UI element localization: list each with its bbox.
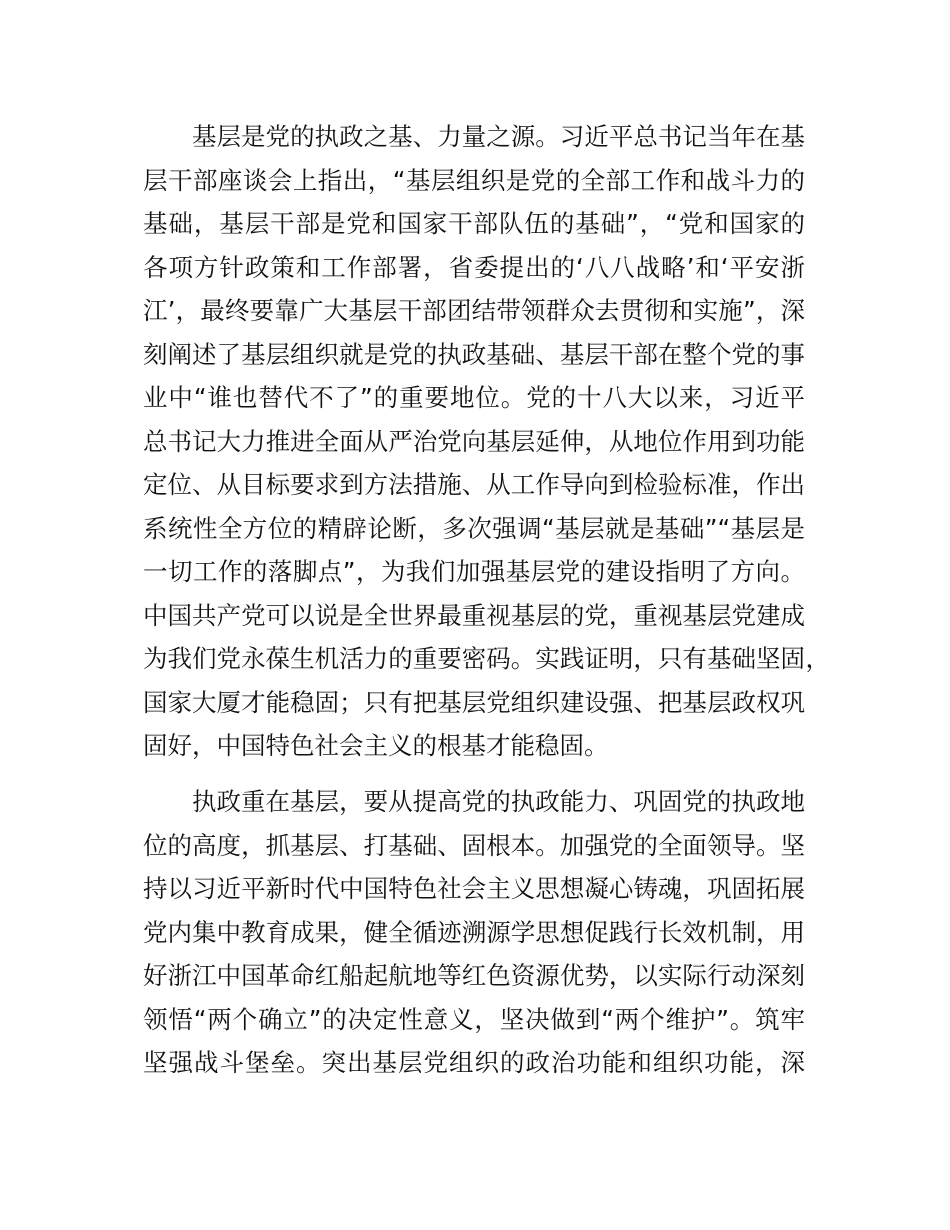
text-line: 领悟“两个确立”的决定性意义，坚决做到“两个维护”。筑牢 <box>143 1004 805 1034</box>
text-line: 位的高度，抓基层、打基础、固根本。加强党的全面领导。坚 <box>143 830 805 860</box>
paragraph-1 <box>143 115 830 768</box>
text-line: 中国共产党可以说是全世界最重视基层的党，重视基层党建成 <box>143 600 805 630</box>
text-line: 固好，中国特色社会主义的根基才能稳固。 <box>143 731 609 760</box>
hanging-punctuation: ， <box>805 644 830 673</box>
text-line: 层干部座谈会上指出，“基层组织是党的全部工作和战斗力的 <box>143 165 805 195</box>
text-line: 定位、从目标要求到方法措施、从工作导向到检验标准，作出 <box>143 470 805 499</box>
text-line: 总书记大力推进全面从严治党向基层延伸，从地位作用到功能 <box>143 426 805 456</box>
paragraph-2 <box>143 780 805 1085</box>
text-line-body: 为我们党永葆生机活力的重要密码。实践证明，只有基础坚固 <box>143 644 805 673</box>
text-line <box>143 637 830 681</box>
text-line: 国家大厦才能稳固；只有把基层党组织建设强、把基层政权巩 <box>143 687 805 717</box>
text-line: 系统性全方位的精辟论断，多次强调“基层就是基础”“基层是 <box>143 513 805 543</box>
text-line: 各项方针政策和工作部署，省委提出的‘八八战略’和‘平安浙 <box>143 252 805 282</box>
text-line: 党内集中教育成果，健全循迹溯源学思想促践行长效机制，用 <box>143 917 805 947</box>
text-line: 基层是党的执政之基、力量之源。习近平总书记当年在基 <box>192 122 805 151</box>
text-line: 江’，最终要靠广大基层干部团结带领群众去贯彻和实施”，深 <box>143 296 805 325</box>
text-line: 刻阐述了基层组织就是党的执政基础、基层干部在整个党的事 <box>143 339 805 369</box>
text-line: 一切工作的落脚点”，为我们加强基层党的建设指明了方向。 <box>143 557 805 586</box>
text-line: 业中“谁也替代不了”的重要地位。党的十八大以来，习近平 <box>143 383 805 412</box>
text-line: 持以习近平新时代中国特色社会主义思想凝心铸魂，巩固拓展 <box>143 874 805 903</box>
text-line: 基础，基层干部是党和国家干部队伍的基础”，“党和国家的 <box>143 209 805 238</box>
text-line: 坚强战斗堡垒。突出基层党组织的政治功能和组织功能，深 <box>143 1048 805 1077</box>
text-line: 好浙江中国革命红船起航地等红色资源优势，以实际行动深刻 <box>143 961 805 990</box>
text-line: 执政重在基层，要从提高党的执政能力、巩固党的执政地 <box>192 787 805 816</box>
